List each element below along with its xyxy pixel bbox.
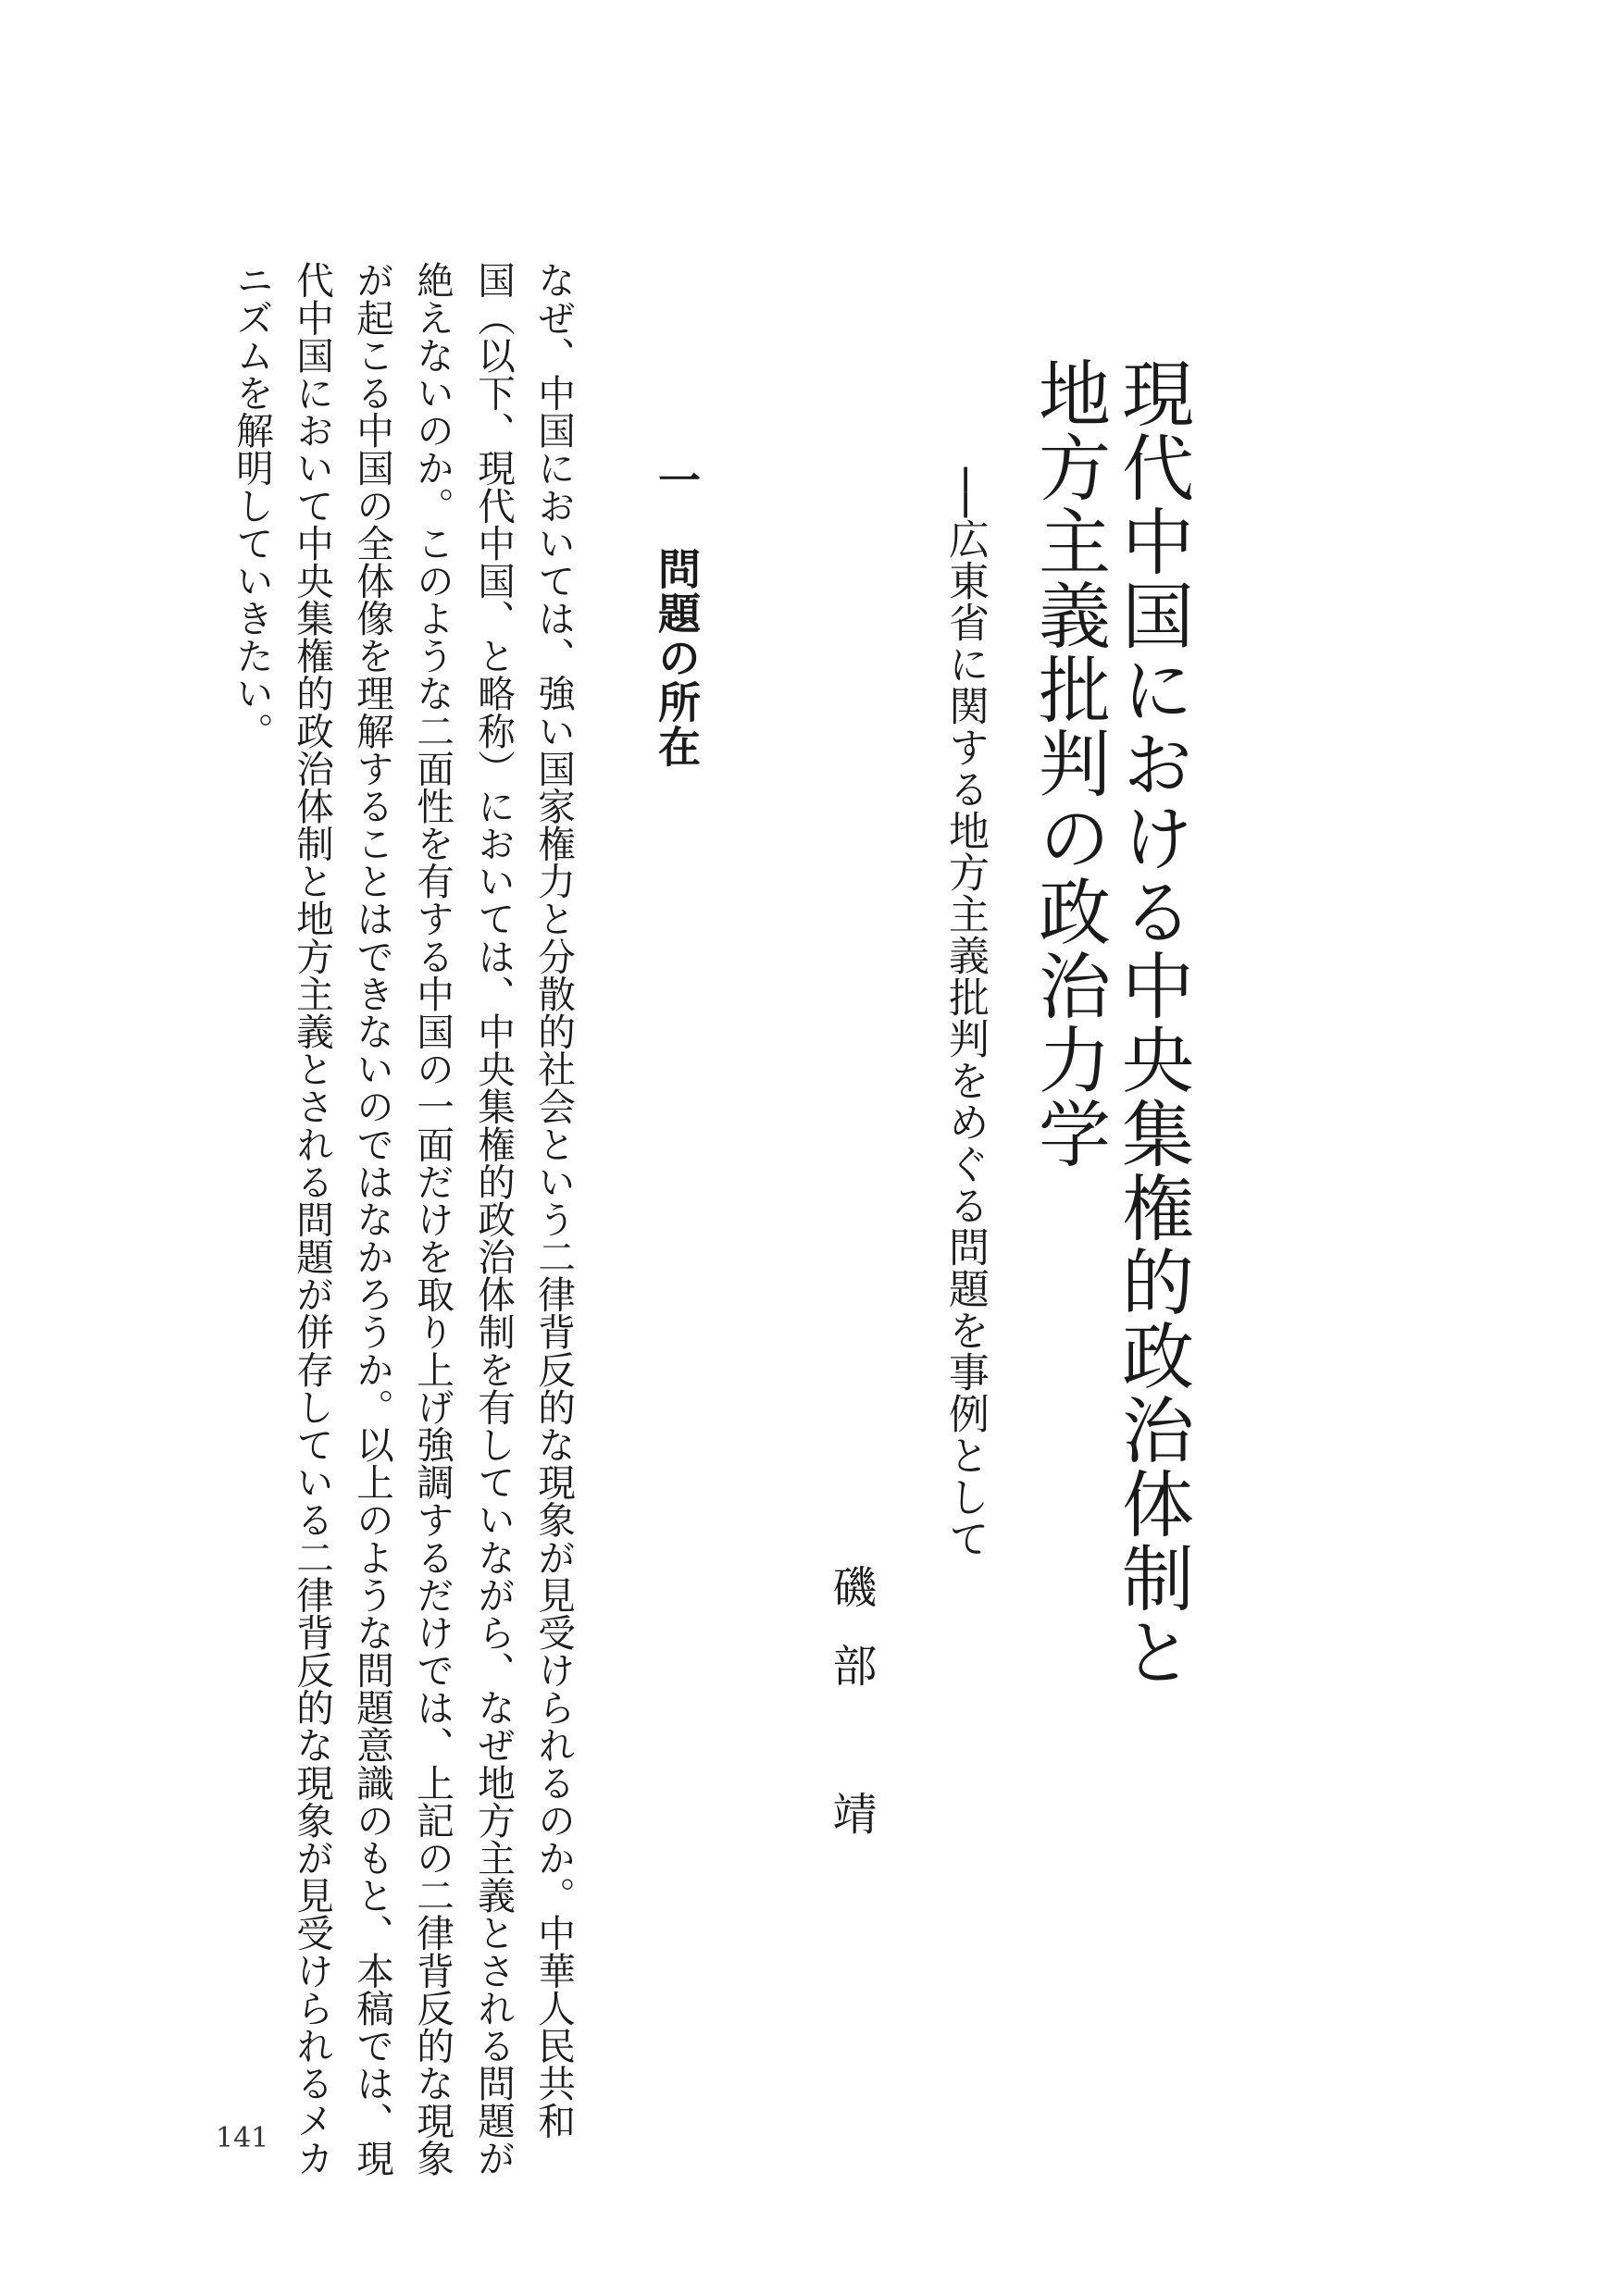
body-text-column: なぜ、中国においては、強い国家権力と分散的社会という二律背反的な現象が見受けられるのか。中華人民共和: [531, 261, 576, 2140]
body-text-column: 絶えないのか。このような二面性を有する中国の一面だけを取り上げ強調するだけでは、上記の二律背反的な現象: [410, 261, 455, 2178]
body-text-column: 国（以下、現代中国、と略称）においては、中央集権的政治体制を有していながら、なぜ地方主義とされる問題が: [471, 261, 516, 2178]
page-number: 141: [216, 2122, 269, 2154]
author-name-char-1: 磯: [825, 1564, 877, 1608]
body-text-column: 代中国において中央集権的政治体制と地方主義とされる問題が併存している二律背反的な現象が見受けられるメカ: [290, 261, 334, 2178]
article-subtitle: ──広東省に関する地方主義批判をめぐる問題を事例として: [941, 467, 989, 1559]
author-name-char-2: 部: [825, 1643, 877, 1687]
body-text-column: が起こる中国の全体像を理解することはできないのではなかろうか。以上のような問題意識のもと、本稿では、現: [350, 261, 394, 2178]
article-title-line-1: 現代中国における中央集権的政治体制と: [1110, 356, 1193, 1689]
article-title-line-2: 地方主義批判の政治力学: [1027, 356, 1110, 1171]
body-text-column: ニズムを解明していきたい。: [230, 261, 274, 750]
section-heading: 一 問題の所在: [652, 458, 702, 769]
author-name-char-3: 靖: [825, 1791, 877, 1835]
